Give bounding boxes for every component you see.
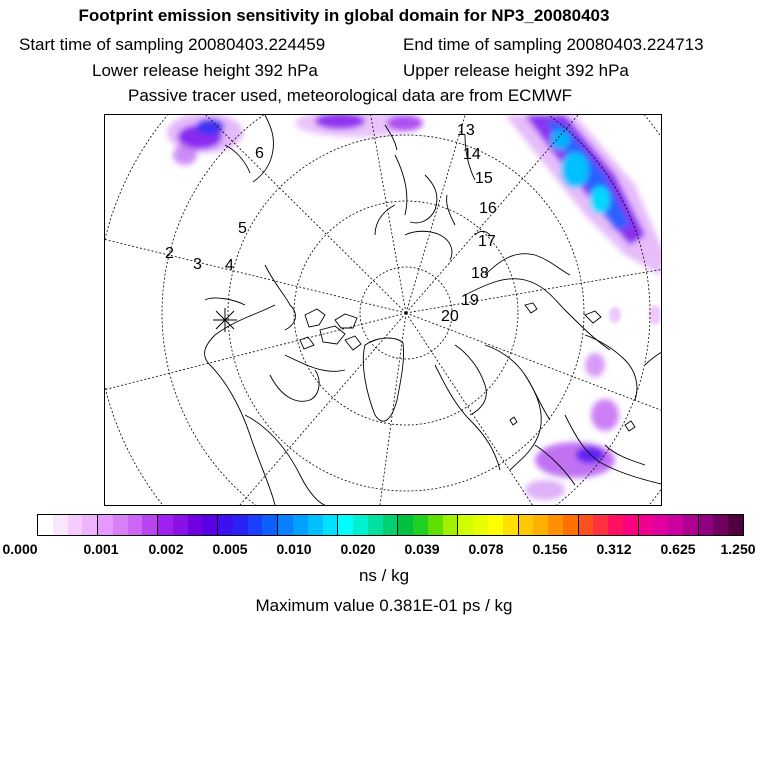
- colorbar-swatch: [593, 515, 608, 535]
- star-release-icon: [213, 308, 237, 332]
- trajectory-label: 2: [165, 245, 174, 262]
- colorbar-tick-label: 0.625: [660, 541, 696, 557]
- colorbar: [37, 514, 744, 536]
- trajectory-label: 15: [475, 170, 493, 187]
- colorbar-swatch: [293, 515, 308, 535]
- colorbar-swatch: [353, 515, 368, 535]
- trajectory-label: 19: [461, 292, 479, 309]
- trajectory-label: 5: [238, 220, 247, 237]
- colorbar-swatch: [638, 515, 654, 535]
- start-time-label: Start time of sampling 20080403.224459: [19, 35, 326, 54]
- tracer-info-label: Passive tracer used, meteorological data are from ECMWF: [128, 86, 573, 105]
- colorbar-tick-label: 1.250: [720, 541, 756, 557]
- colorbar-swatch: [113, 515, 128, 535]
- trajectory-label: 14: [463, 146, 481, 163]
- colorbar-swatch: [142, 515, 157, 535]
- colorbar-tick-label: 0.010: [276, 541, 312, 557]
- colorbar-swatch: [457, 515, 473, 535]
- colorbar-swatch: [713, 515, 728, 535]
- colorbar-swatch: [38, 515, 53, 535]
- footprint-map: [104, 114, 662, 506]
- colorbar-swatch: [503, 515, 518, 535]
- colorbar-swatch: [202, 515, 217, 535]
- colorbar-swatch: [548, 515, 563, 535]
- trajectory-label: 4: [225, 257, 234, 274]
- lower-release-height-label: Lower release height 392 hPa: [92, 61, 318, 80]
- colorbar-tick-label: 0.002: [148, 541, 184, 557]
- colorbar-swatch: [157, 515, 173, 535]
- colorbar-swatch: [623, 515, 638, 535]
- trajectory-label: 3: [193, 256, 202, 273]
- colorbar-swatch: [668, 515, 683, 535]
- colorbar-tick-label: 0.078: [468, 541, 504, 557]
- colorbar-swatch: [653, 515, 668, 535]
- colorbar-swatch: [368, 515, 383, 535]
- colorbar-tick-label: 0.001: [83, 541, 119, 557]
- colorbar-swatch: [683, 515, 698, 535]
- colorbar-swatch: [428, 515, 443, 535]
- colorbar-swatch: [173, 515, 188, 535]
- colorbar-tick-label: 0.156: [532, 541, 568, 557]
- colorbar-swatch: [217, 515, 233, 535]
- colorbar-swatch: [578, 515, 594, 535]
- colorbar-swatch: [563, 515, 578, 535]
- trajectory-label: 20: [441, 308, 459, 325]
- colorbar-swatch: [473, 515, 488, 535]
- colorbar-swatch: [233, 515, 248, 535]
- colorbar-swatch: [308, 515, 323, 535]
- colorbar-swatch: [413, 515, 428, 535]
- colorbar-swatch: [698, 515, 714, 535]
- colorbar-tick-label: 0.020: [340, 541, 376, 557]
- trajectory-label: 6: [255, 145, 264, 162]
- colorbar-tick-label: 0.000: [2, 541, 38, 557]
- colorbar-swatch: [488, 515, 503, 535]
- trajectory-label: 18: [471, 265, 489, 282]
- colorbar-swatch: [443, 515, 458, 535]
- colorbar-swatch: [97, 515, 113, 535]
- end-time-label: End time of sampling 20080403.224713: [403, 35, 704, 54]
- colorbar-swatch: [383, 515, 398, 535]
- colorbar-swatch: [397, 515, 413, 535]
- map-canvas: [105, 115, 662, 506]
- plot-title: Footprint emission sensitivity in global domain for NP3_20080403: [78, 6, 610, 25]
- colorbar-tick-label: 0.312: [596, 541, 632, 557]
- colorbar-tick-label: 0.039: [404, 541, 440, 557]
- sensitivity-field: [167, 115, 662, 500]
- colorbar-swatch: [53, 515, 68, 535]
- trajectory-label: 17: [478, 233, 496, 250]
- colorbar-swatch: [262, 515, 277, 535]
- colorbar-swatch: [608, 515, 623, 535]
- colorbar-swatch: [248, 515, 263, 535]
- colorbar-tick-label: 0.005: [212, 541, 248, 557]
- maximum-value-label: Maximum value 0.381E-01 ps / kg: [255, 596, 513, 615]
- upper-release-height-label: Upper release height 392 hPa: [403, 61, 629, 80]
- trajectory-label: 16: [479, 200, 497, 217]
- colorbar-units: ns / kg: [358, 566, 410, 585]
- colorbar-swatch: [188, 515, 203, 535]
- colorbar-swatch: [277, 515, 293, 535]
- colorbar-swatch: [323, 515, 338, 535]
- colorbar-swatch: [128, 515, 143, 535]
- colorbar-swatch: [533, 515, 548, 535]
- colorbar-swatch: [68, 515, 83, 535]
- colorbar-swatch: [337, 515, 353, 535]
- colorbar-swatch: [82, 515, 97, 535]
- colorbar-swatch: [728, 515, 743, 535]
- trajectory-label: 13: [457, 122, 475, 139]
- colorbar-swatch: [518, 515, 534, 535]
